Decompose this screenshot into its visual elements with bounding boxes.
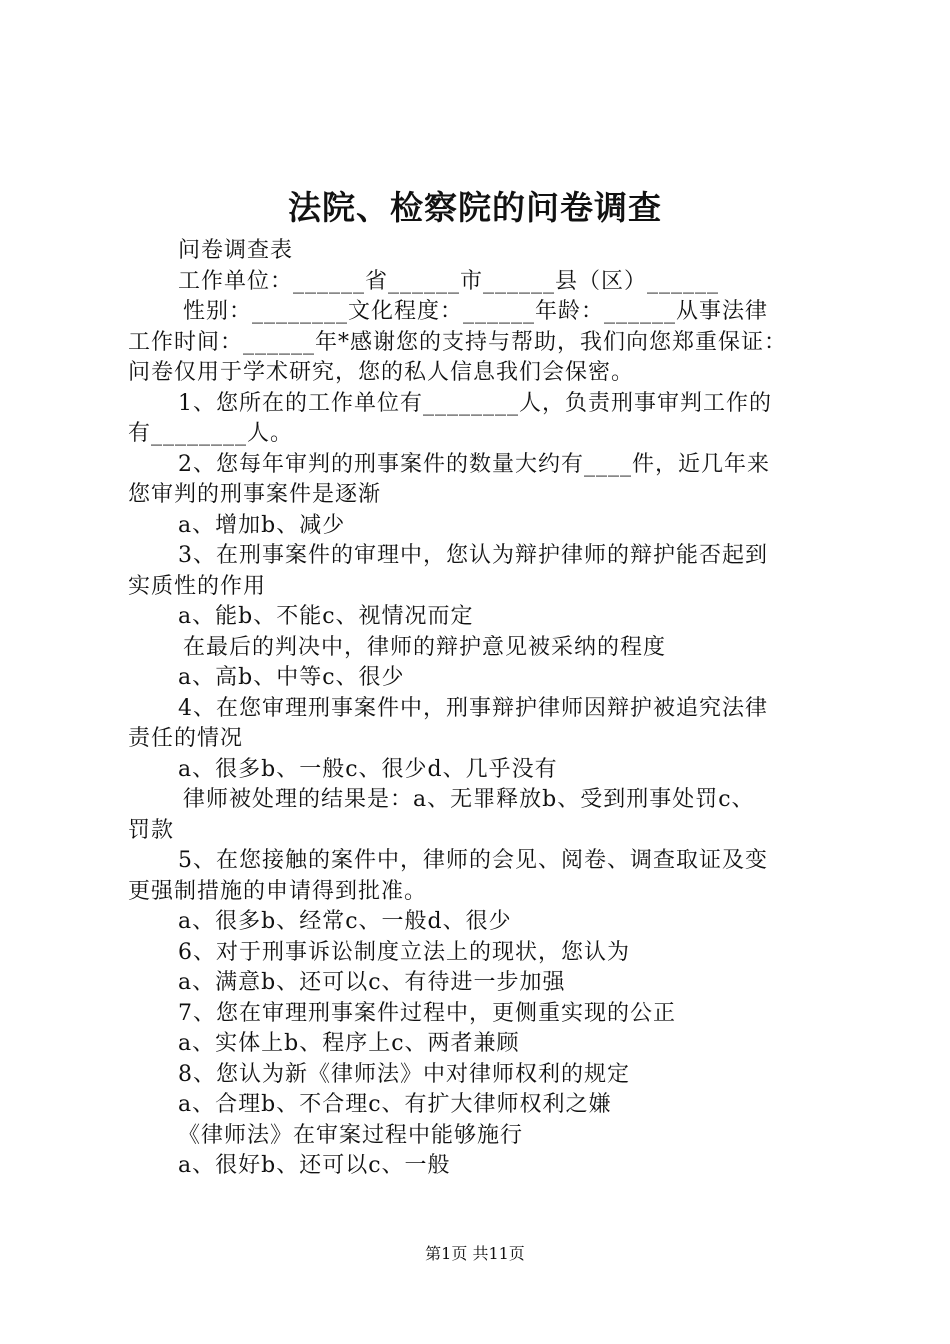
- body-line: 2、您每年审判的刑事案件的数量大约有____件，近几年来: [178, 451, 770, 477]
- body-line: 性别：________文化程度：______年龄：______从事法律: [183, 299, 769, 324]
- body-line: 6、对于刑事诉讼制度立法上的现状，您认为: [178, 939, 630, 965]
- body-line: a、满意b、还可以c、有待进一步加强: [178, 970, 566, 995]
- body-line: 工作单位：______省______市______县（区）______: [178, 268, 720, 294]
- body-line: a、很好b、还可以c、一般: [178, 1153, 451, 1178]
- body-line: 您审判的刑事案件是逐渐: [128, 482, 382, 507]
- body-line: 问卷仅用于学术研究，您的私人信息我们会保密。: [128, 360, 635, 385]
- body-line: a、很多b、一般c、很少d、几乎没有: [178, 756, 558, 782]
- body-line: 有________人。: [128, 421, 294, 446]
- body-line: 8、您认为新《律师法》中对律师权利的规定: [178, 1061, 630, 1087]
- body-line: 4、在您审理刑事案件中，刑事辩护律师因辩护被追究法律: [178, 695, 768, 721]
- body-line: a、能b、不能c、视情况而定: [178, 604, 474, 629]
- document-title: 法院、检察院的问卷调查: [288, 188, 662, 227]
- body-line: 律师被处理的结果是：a、无罪释放b、受到刑事处罚c、: [183, 787, 755, 812]
- body-line: 问卷调查表: [178, 238, 294, 263]
- body-line: a、很多b、经常c、一般d、很少: [178, 909, 512, 934]
- body-line: 3、在刑事案件的审理中，您认为辩护律师的辩护能否起到: [178, 543, 768, 568]
- body-line: 1、您所在的工作单位有________人，负责刑事审判工作的: [178, 390, 772, 416]
- page-number: 第1页 共11页: [425, 1244, 525, 1263]
- body-line: 《律师法》在审案过程中能够施行: [178, 1122, 524, 1148]
- document-body: [128, 236, 830, 1182]
- body-line: a、合理b、不合理c、有扩大律师权利之嫌: [178, 1092, 612, 1117]
- body-line: 7、您在审理刑事案件过程中，更侧重实现的公正: [178, 1000, 676, 1026]
- body-line: a、高b、中等c、很少: [178, 665, 405, 690]
- body-line: 更强制措施的申请得到批准。: [128, 878, 428, 904]
- body-line: a、实体上b、程序上c、两者兼顾: [178, 1031, 520, 1056]
- body-line: 5、在您接触的案件中，律师的会见、阅卷、调查取证及变: [178, 848, 768, 873]
- body-line: 责任的情况: [128, 726, 244, 751]
- body-line: 实质性的作用: [128, 573, 267, 599]
- body-line: 工作时间：______年*感谢您的支持与帮助，我们向您郑重保证：: [128, 329, 788, 355]
- body-line: 罚款: [128, 817, 175, 843]
- body-line: a、增加b、减少: [178, 512, 346, 538]
- body-line: 在最后的判决中，律师的辩护意见被采纳的程度: [183, 634, 667, 660]
